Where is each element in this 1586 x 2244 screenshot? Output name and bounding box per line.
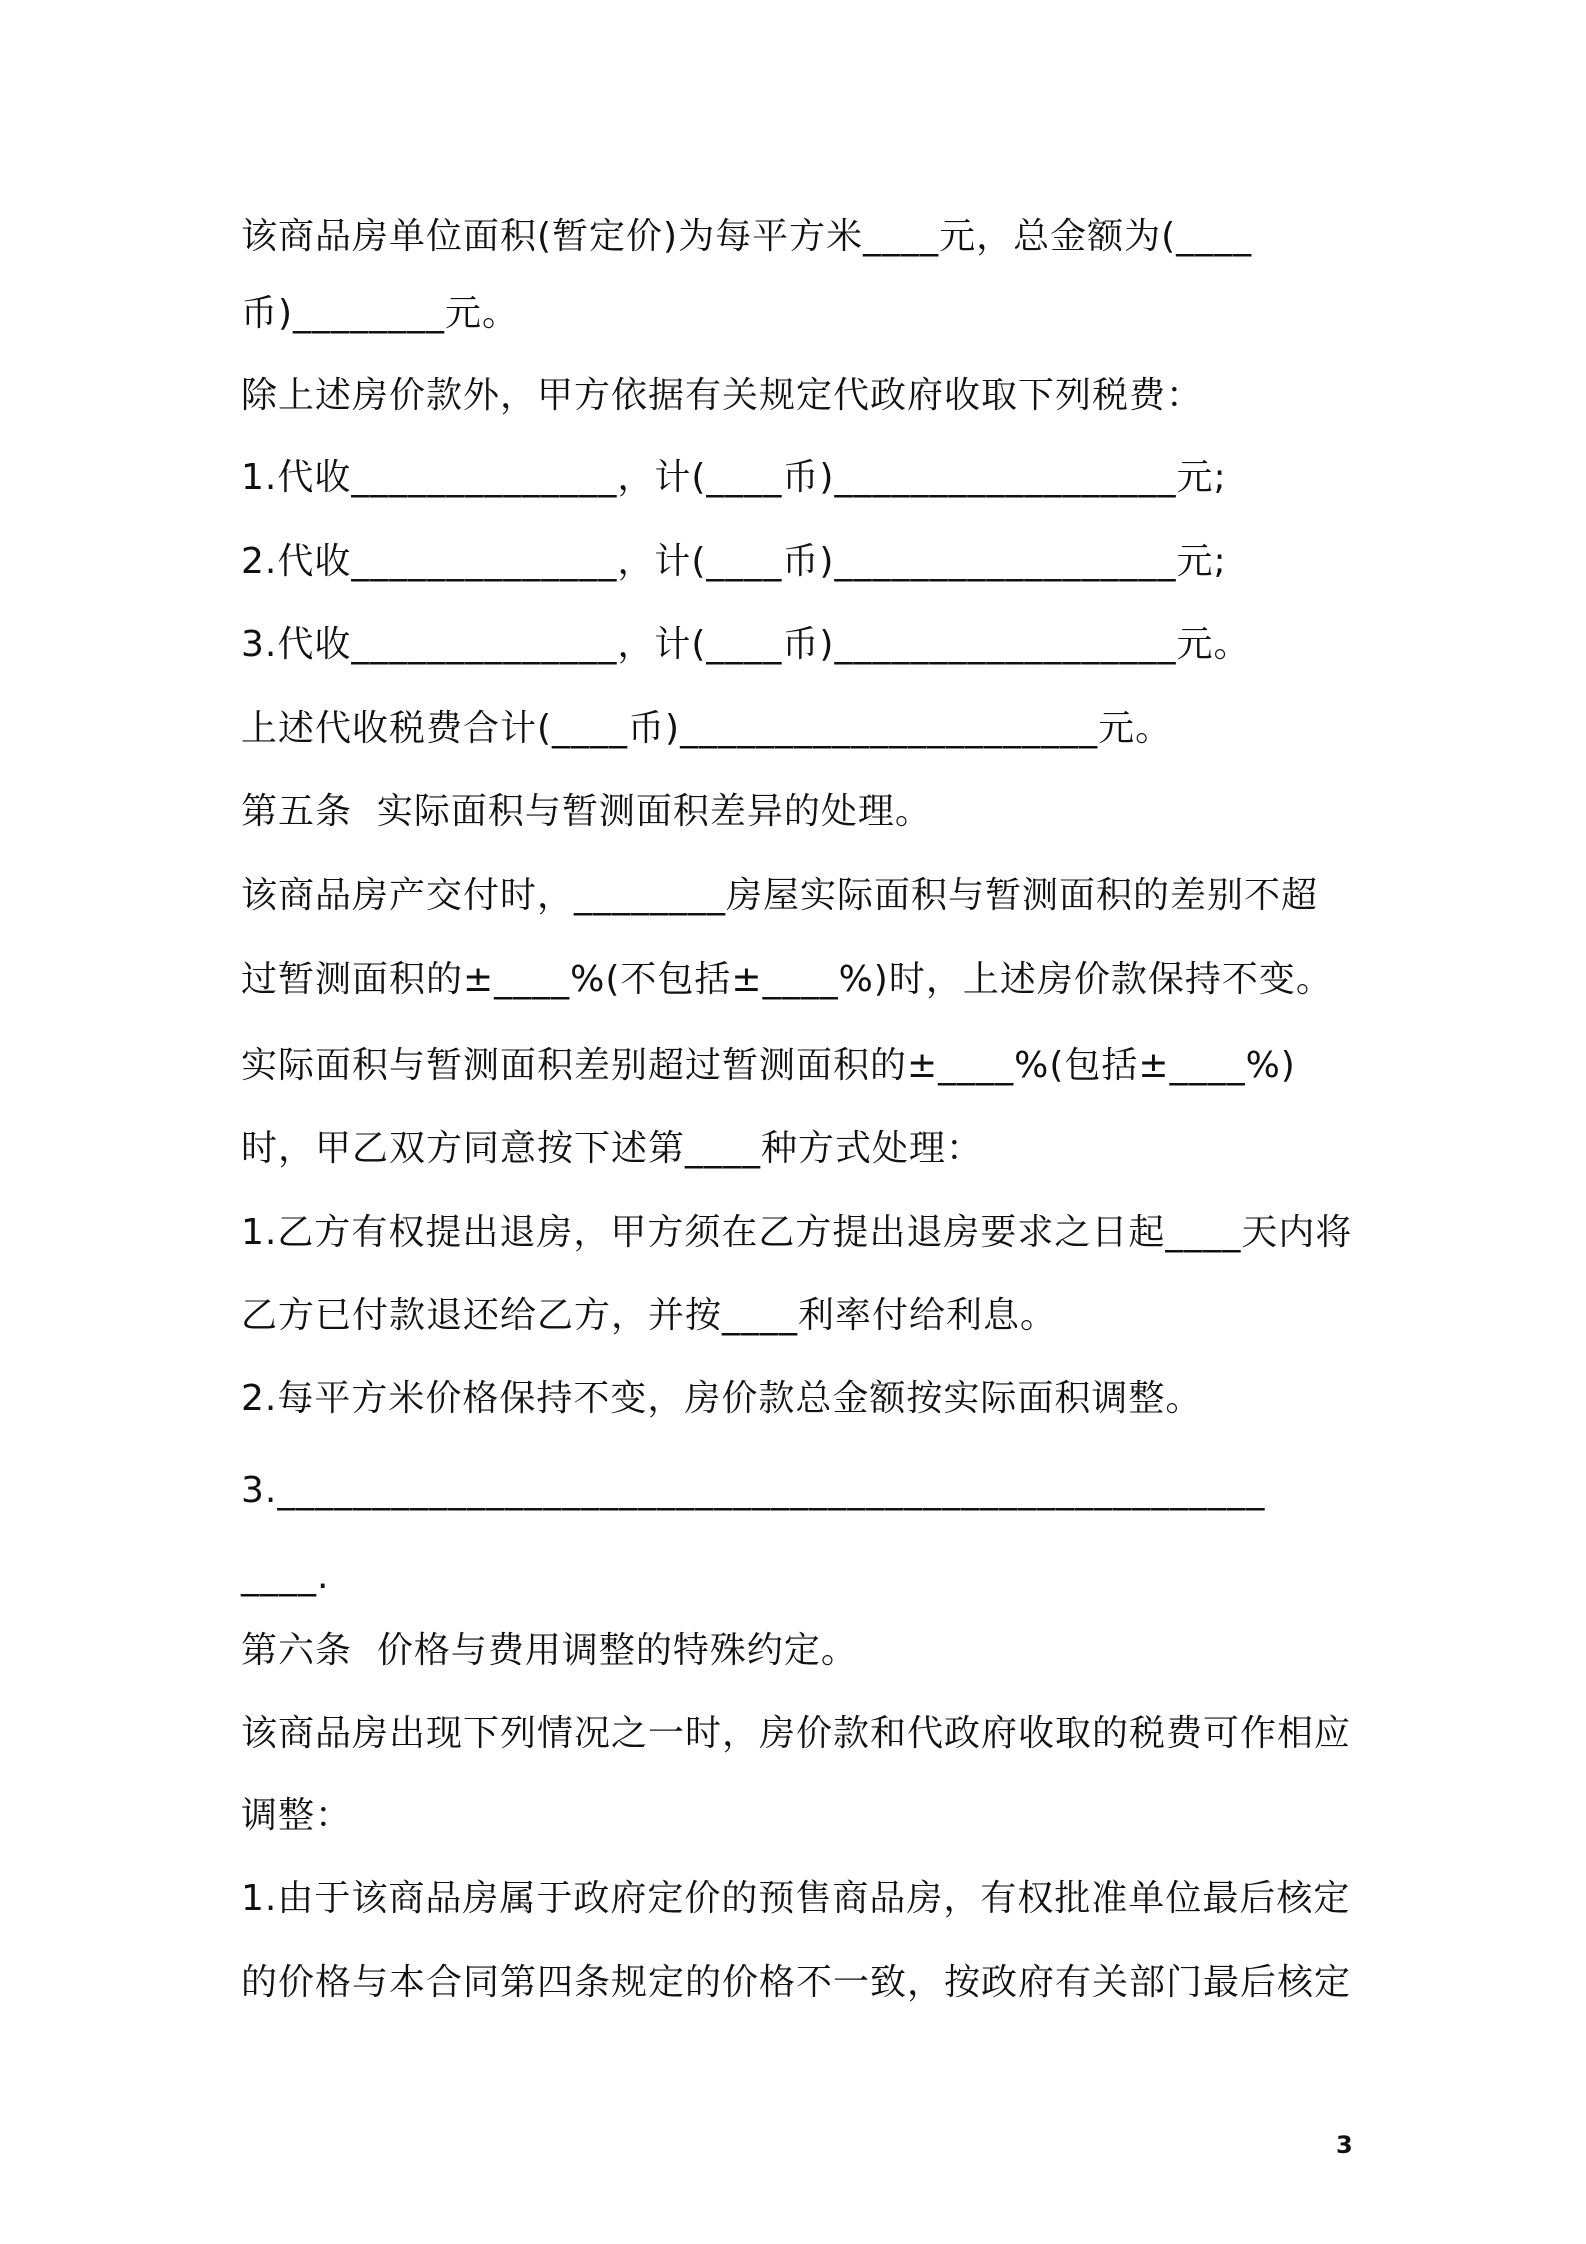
section-heading: 第六条 价格与费用调整的特殊约定。 — [241, 1630, 858, 1671]
text-line: 该商品房产交付时，________房屋实际面积与暂测面积的差别不超 — [241, 875, 1319, 916]
text-line: 该商品房单位面积(暂定价)为每平方米____元，总金额为(____ — [241, 216, 1253, 257]
text-line: 币)________元。 — [241, 293, 520, 334]
text-line: 该商品房出现下列情况之一时，房价款和代政府收取的税费可作相应 — [241, 1713, 1352, 1754]
text-line: 1.代收______________，计(____币)__________________元; — [241, 457, 1227, 498]
text-line: 时，甲乙双方同意按下述第____种方式处理： — [241, 1128, 984, 1169]
text-line: 1.由于该商品房属于政府定价的预售商品房，有权批准单位最后核定 — [241, 1878, 1351, 1919]
text-line: 调整： — [241, 1795, 353, 1836]
section-heading: 第五条 实际面积与暂测面积差异的处理。 — [241, 791, 932, 832]
text-line: ____. — [241, 1556, 330, 1597]
text-line: 3.代收______________，计(____币)__________________元。 — [241, 624, 1251, 665]
text-line: 乙方已付款退还给乙方，并按____利率付给利息。 — [241, 1295, 1058, 1336]
text-line: 实际面积与暂测面积差别超过暂测面积的±____%(包括±____%) — [241, 1045, 1296, 1086]
text-line: 1.乙方有权提出退房，甲方须在乙方提出退房要求之日起____天内将 — [241, 1212, 1353, 1253]
text-line: 除上述房价款外，甲方依据有关规定代政府收取下列税费： — [241, 375, 1204, 416]
text-line: 的价格与本合同第四条规定的价格不一致，按政府有关部门最后核定 — [241, 1962, 1352, 2003]
text-line: 上述代收税费合计(____币)______________________元。 — [241, 708, 1173, 749]
text-line: 2.代收______________，计(____币)__________________元; — [241, 541, 1227, 582]
text-line: 2.每平方米价格保持不变，房价款总金额按实际面积调整。 — [241, 1378, 1203, 1419]
page-number: 3 — [1336, 2131, 1353, 2159]
text-line: 3.____________________________________________________ — [241, 1470, 1266, 1511]
text-line: 过暂测面积的±____%(不包括±____%)时，上述房价款保持不变。 — [241, 959, 1333, 1000]
